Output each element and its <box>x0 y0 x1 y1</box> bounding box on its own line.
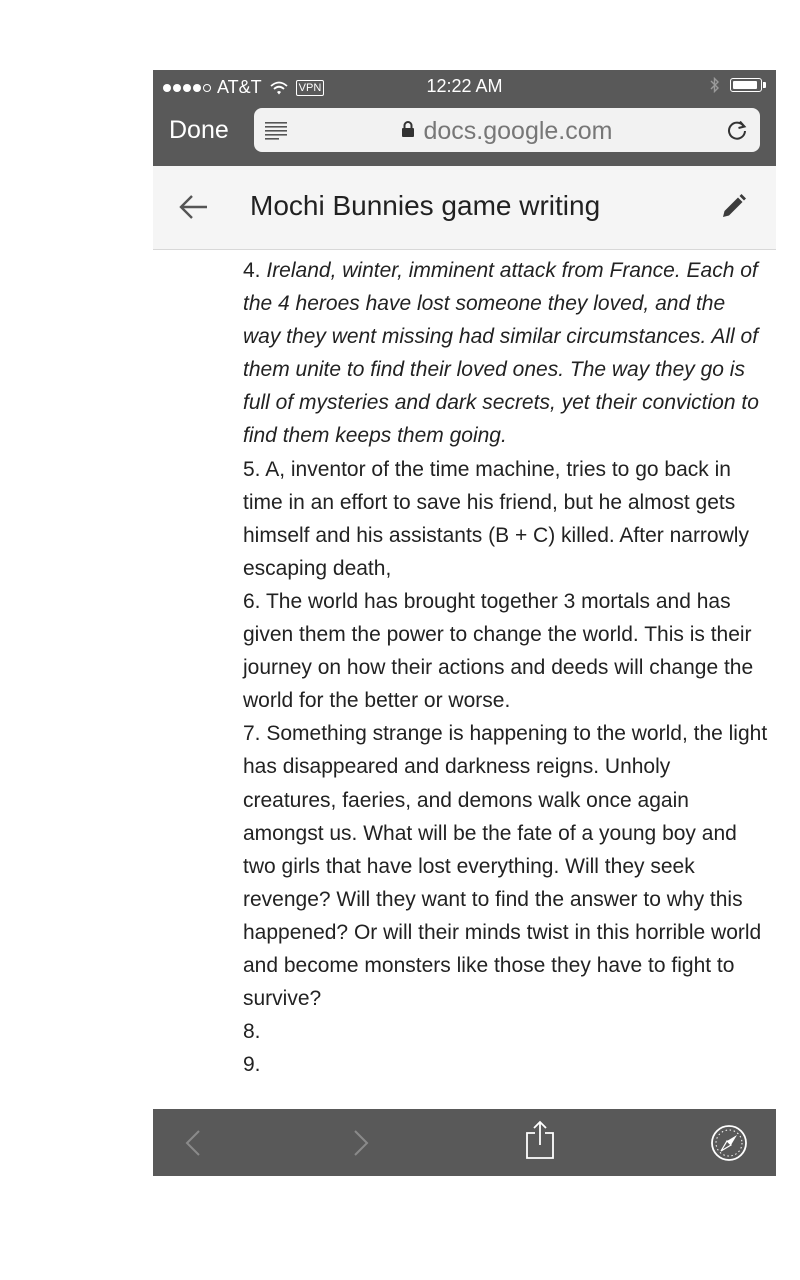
paragraph-item-8: 8. <box>243 1020 261 1044</box>
lock-icon <box>401 116 415 145</box>
browser-address-bar <box>153 102 776 166</box>
url-text: docs.google.com <box>423 117 613 145</box>
paragraph-item-5: 5. A, inventor of the time machine, tries to go back in time in an effort to save his friend, but he almost gets himself and his assistants (B + C) killed. After narrowly escaping death, <box>243 457 749 580</box>
chevron-right-icon[interactable] <box>353 1129 369 1157</box>
back-arrow-icon[interactable] <box>179 194 209 220</box>
chevron-left-icon[interactable] <box>185 1129 201 1157</box>
url-display[interactable] <box>254 117 760 146</box>
url-field[interactable] <box>254 108 760 152</box>
document-header <box>153 166 776 250</box>
document-title: Mochi Bunnies game writing <box>250 190 601 221</box>
item-number: 4. <box>243 259 267 282</box>
vpn-badge: VPN <box>296 80 325 96</box>
browser-toolbar <box>153 1109 776 1176</box>
document-body <box>243 254 768 1081</box>
reload-icon[interactable] <box>726 119 748 141</box>
status-time: 12:22 AM <box>426 76 503 96</box>
carrier-name: AT&T <box>217 77 262 97</box>
paragraph-item-6: 6. The world has brought together 3 mortals and has given them the power to change the world. This is their journey on how their actions and deeds will change the world for the better or worse. <box>243 589 754 713</box>
pencil-icon[interactable] <box>719 193 747 221</box>
share-icon[interactable] <box>525 1120 555 1160</box>
battery-icon <box>730 78 762 92</box>
status-right <box>710 77 766 93</box>
bluetooth-icon <box>710 77 720 93</box>
battery-tip <box>763 82 766 88</box>
paragraph-item-9: 9. <box>243 1053 261 1077</box>
done-button[interactable]: Done <box>169 116 229 144</box>
phone-screen <box>153 70 776 1176</box>
paragraph-item-7: 7. Something strange is happening to the world, the light has disappeared and darkness reigns. Unholy creatures, faeries, and demons walk once again amongst us. What will be the fate of a young boy and two girls that have lost everything. Will they seek revenge? Will they want to find the answer to why this happened? Or will their minds twist in this horrible world and become monsters like those they have to fight to survive? <box>243 722 768 1011</box>
item-text: Ireland, winter, imminent attack from France. Each of the 4 heroes have lost someone they loved, and the way they went missing had similar circumstances. All of them unite to find their loved ones. The way they go is full of mysteries and dark secrets, yet their conviction to find them keeps them going. <box>243 259 759 448</box>
compass-icon[interactable] <box>710 1124 748 1162</box>
status-bar <box>153 70 776 102</box>
paragraph-item-4 <box>243 254 768 453</box>
